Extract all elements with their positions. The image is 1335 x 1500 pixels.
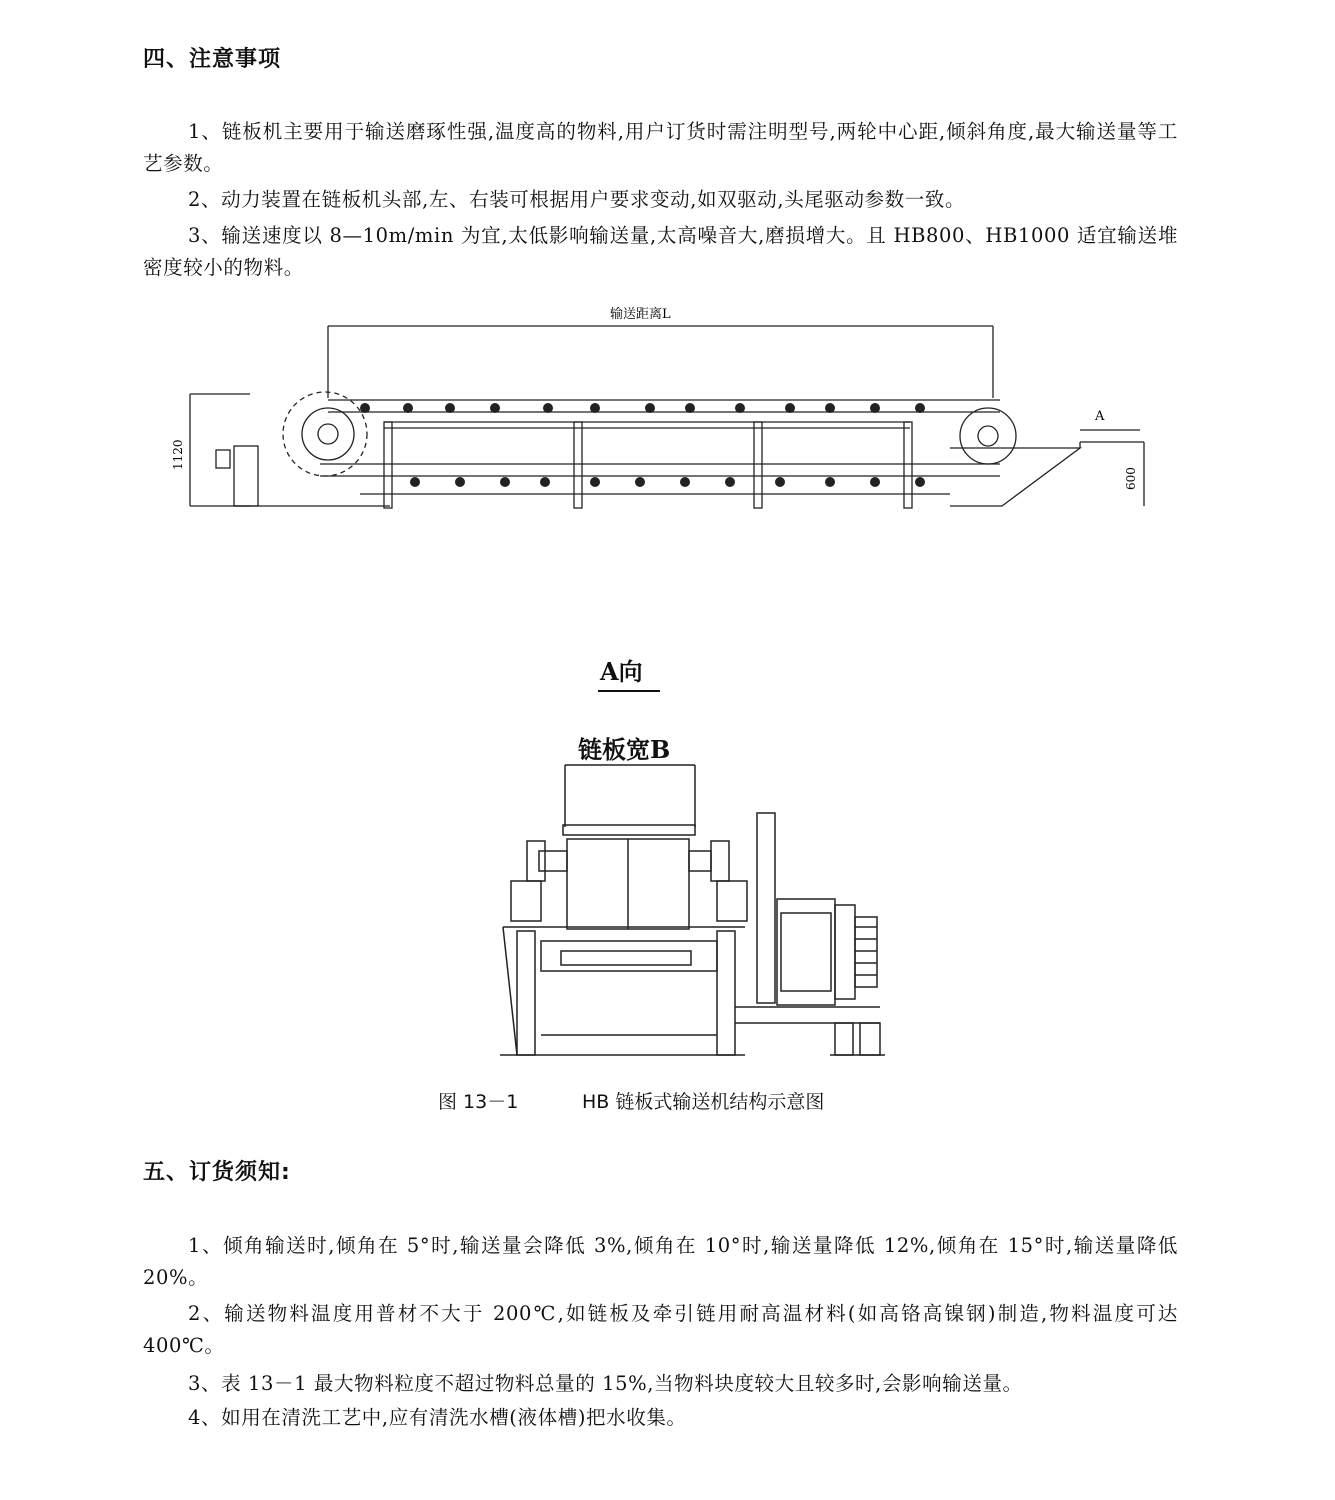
dim-height-label: 1120 xyxy=(171,439,185,470)
section-5-item-1: 1、倾角输送时,倾角在 5°时,输送量会降低 3%,倾角在 10°时,输送量降低 12%,倾角在 15°时,输送量降低 20%。 xyxy=(143,1234,1178,1289)
conveyor-end-view xyxy=(495,755,895,1060)
section-4-item-2: 2、动力装置在链板机头部,左、右装可根据用户要求变动,如双驱动,头尾驱动参数一致。 xyxy=(188,188,966,211)
section-4-heading: 四、注意事项 xyxy=(143,47,282,72)
section-4-item-3: 3、输送速度以 8—10m/min 为宜,太低影响输送量,太高噪音大,磨损增大。且 HB800、HB1000 适宜输送堆密度较小的物料。 xyxy=(143,224,1178,279)
end-view-title: A向 xyxy=(600,657,643,686)
section-5-item-2: 2、输送物料温度用普材不大于 200℃,如链板及牵引链用耐高温材料(如高铬高镍钢)制造,物料温度可达 400℃。 xyxy=(143,1302,1178,1357)
end-view-title-underline xyxy=(598,690,660,692)
figure-caption-number: 图 13－1 xyxy=(438,1091,519,1113)
figure-caption-text: HB 链板式输送机结构示意图 xyxy=(582,1091,825,1113)
dim-low-label: 600 xyxy=(1124,467,1138,490)
chain-plate-width-label: 链板宽B xyxy=(578,735,671,764)
dim-length-label: 输送距离L xyxy=(610,307,671,322)
conveyor-side-view xyxy=(150,300,1200,560)
section-4-item-1: 1、链板机主要用于输送磨琢性强,温度高的物料,用户订货时需注明型号,两轮中心距,倾斜角度,最大输送量等工艺参数。 xyxy=(143,120,1178,175)
arrow-a-label: A xyxy=(1095,409,1105,424)
section-5-item-3: 3、表 13－1 最大物料粒度不超过物料总量的 15%,当物料块度较大且较多时,会影响输送量。 xyxy=(188,1372,1023,1395)
section-5-item-4: 4、如用在清洗工艺中,应有清洗水槽(液体槽)把水收集。 xyxy=(188,1406,687,1429)
section-5-heading: 五、订货须知: xyxy=(143,1160,291,1185)
